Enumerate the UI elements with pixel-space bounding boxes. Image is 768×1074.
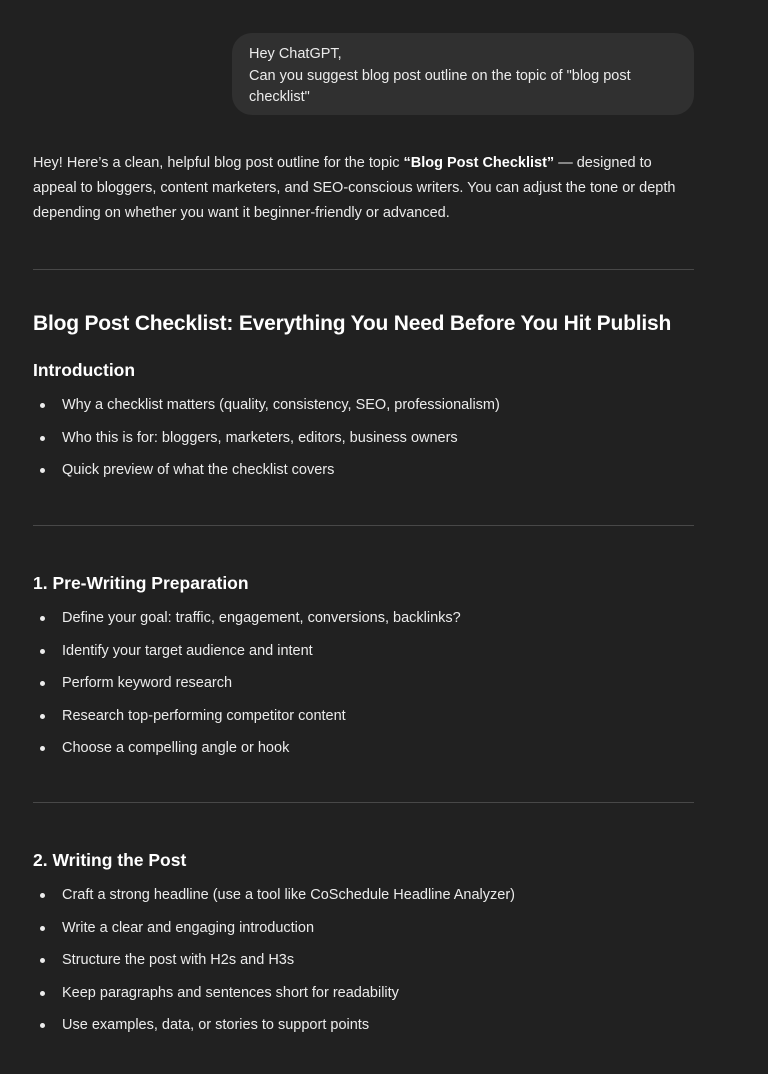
user-message-line: Hey ChatGPT, xyxy=(249,46,342,62)
intro-text: Hey! Here’s a clean, helpful blog post outline for the topic xyxy=(33,155,404,171)
list-item xyxy=(33,640,461,673)
section-heading-writing: 2. Writing the Post xyxy=(33,850,187,870)
divider xyxy=(33,802,694,803)
list-item xyxy=(33,1014,515,1047)
intro-topic-bold: “Blog Post Checklist” xyxy=(403,155,555,171)
section-list-writing xyxy=(33,884,515,1047)
intro-line: appeal to bloggers, content marketers, and SEO-conscious writers. You can adjust the tone or depth xyxy=(33,180,676,196)
bullet-dot xyxy=(40,436,45,441)
intro-text: — designed to xyxy=(554,155,652,171)
bullet-dot xyxy=(40,468,45,473)
list-item xyxy=(33,884,515,917)
list-item-text: Choose a compelling angle or hook xyxy=(62,740,290,756)
list-item-text: Research top-performing competitor content xyxy=(62,707,346,724)
bullet-dot xyxy=(40,893,45,898)
list-item-text: Structure the post with H2s and H3s xyxy=(62,952,295,968)
list-item xyxy=(33,737,461,770)
list-item-text: Craft a strong headline (use a tool like CoSchedule Headline Analyzer) xyxy=(62,887,515,903)
list-item xyxy=(33,394,500,427)
list-item-text: Why a checklist matters (quality, consistency, SEO, professionalism) xyxy=(62,397,500,413)
list-item-text: Define your goal: traffic, engagement, conversions, backlinks? xyxy=(62,610,461,626)
assistant-intro-paragraph xyxy=(33,151,713,226)
user-message-bubble xyxy=(232,33,694,115)
user-message-line: checklist" xyxy=(249,89,310,105)
bullet-dot xyxy=(40,958,45,963)
list-item xyxy=(33,607,461,640)
divider xyxy=(33,525,694,526)
list-item xyxy=(33,917,515,950)
user-message-line: Can you suggest blog post outline on the topic of "blog post xyxy=(249,67,631,84)
list-item xyxy=(33,949,515,982)
list-item xyxy=(33,982,515,1015)
divider xyxy=(33,269,694,270)
bullet-dot xyxy=(40,403,45,408)
list-item-text: Write a clear and engaging introduction xyxy=(62,919,315,936)
bullet-dot xyxy=(40,926,45,931)
bullet-dot xyxy=(40,681,45,686)
section-list-pre-writing xyxy=(33,607,461,770)
bullet-dot xyxy=(40,649,45,654)
section-heading-introduction: Introduction xyxy=(33,360,136,380)
list-item-text: Perform keyword research xyxy=(62,675,233,691)
bullet-dot xyxy=(40,746,45,751)
list-item xyxy=(33,427,500,460)
bullet-dot xyxy=(40,714,45,719)
section-list-introduction xyxy=(33,394,500,492)
list-item-text: Keep paragraphs and sentences short for readability xyxy=(62,984,399,1001)
list-item-text: Quick preview of what the checklist covers xyxy=(62,462,335,478)
intro-line: depending on whether you want it beginner-friendly or advanced. xyxy=(33,205,450,221)
bullet-dot xyxy=(40,991,45,996)
list-item xyxy=(33,459,500,492)
outline-title: Blog Post Checklist: Everything You Need Before You Hit Publish xyxy=(33,312,672,335)
list-item-text: Identify your target audience and intent xyxy=(62,642,313,659)
intro-line xyxy=(33,151,713,176)
list-item xyxy=(33,705,461,738)
list-item-text: Use examples, data, or stories to support points xyxy=(62,1017,370,1033)
bullet-dot xyxy=(40,1023,45,1028)
bullet-dot xyxy=(40,616,45,621)
list-item-text: Who this is for: bloggers, marketers, editors, business owners xyxy=(62,429,458,446)
list-item xyxy=(33,672,461,705)
section-heading-pre-writing: 1. Pre-Writing Preparation xyxy=(33,573,249,593)
